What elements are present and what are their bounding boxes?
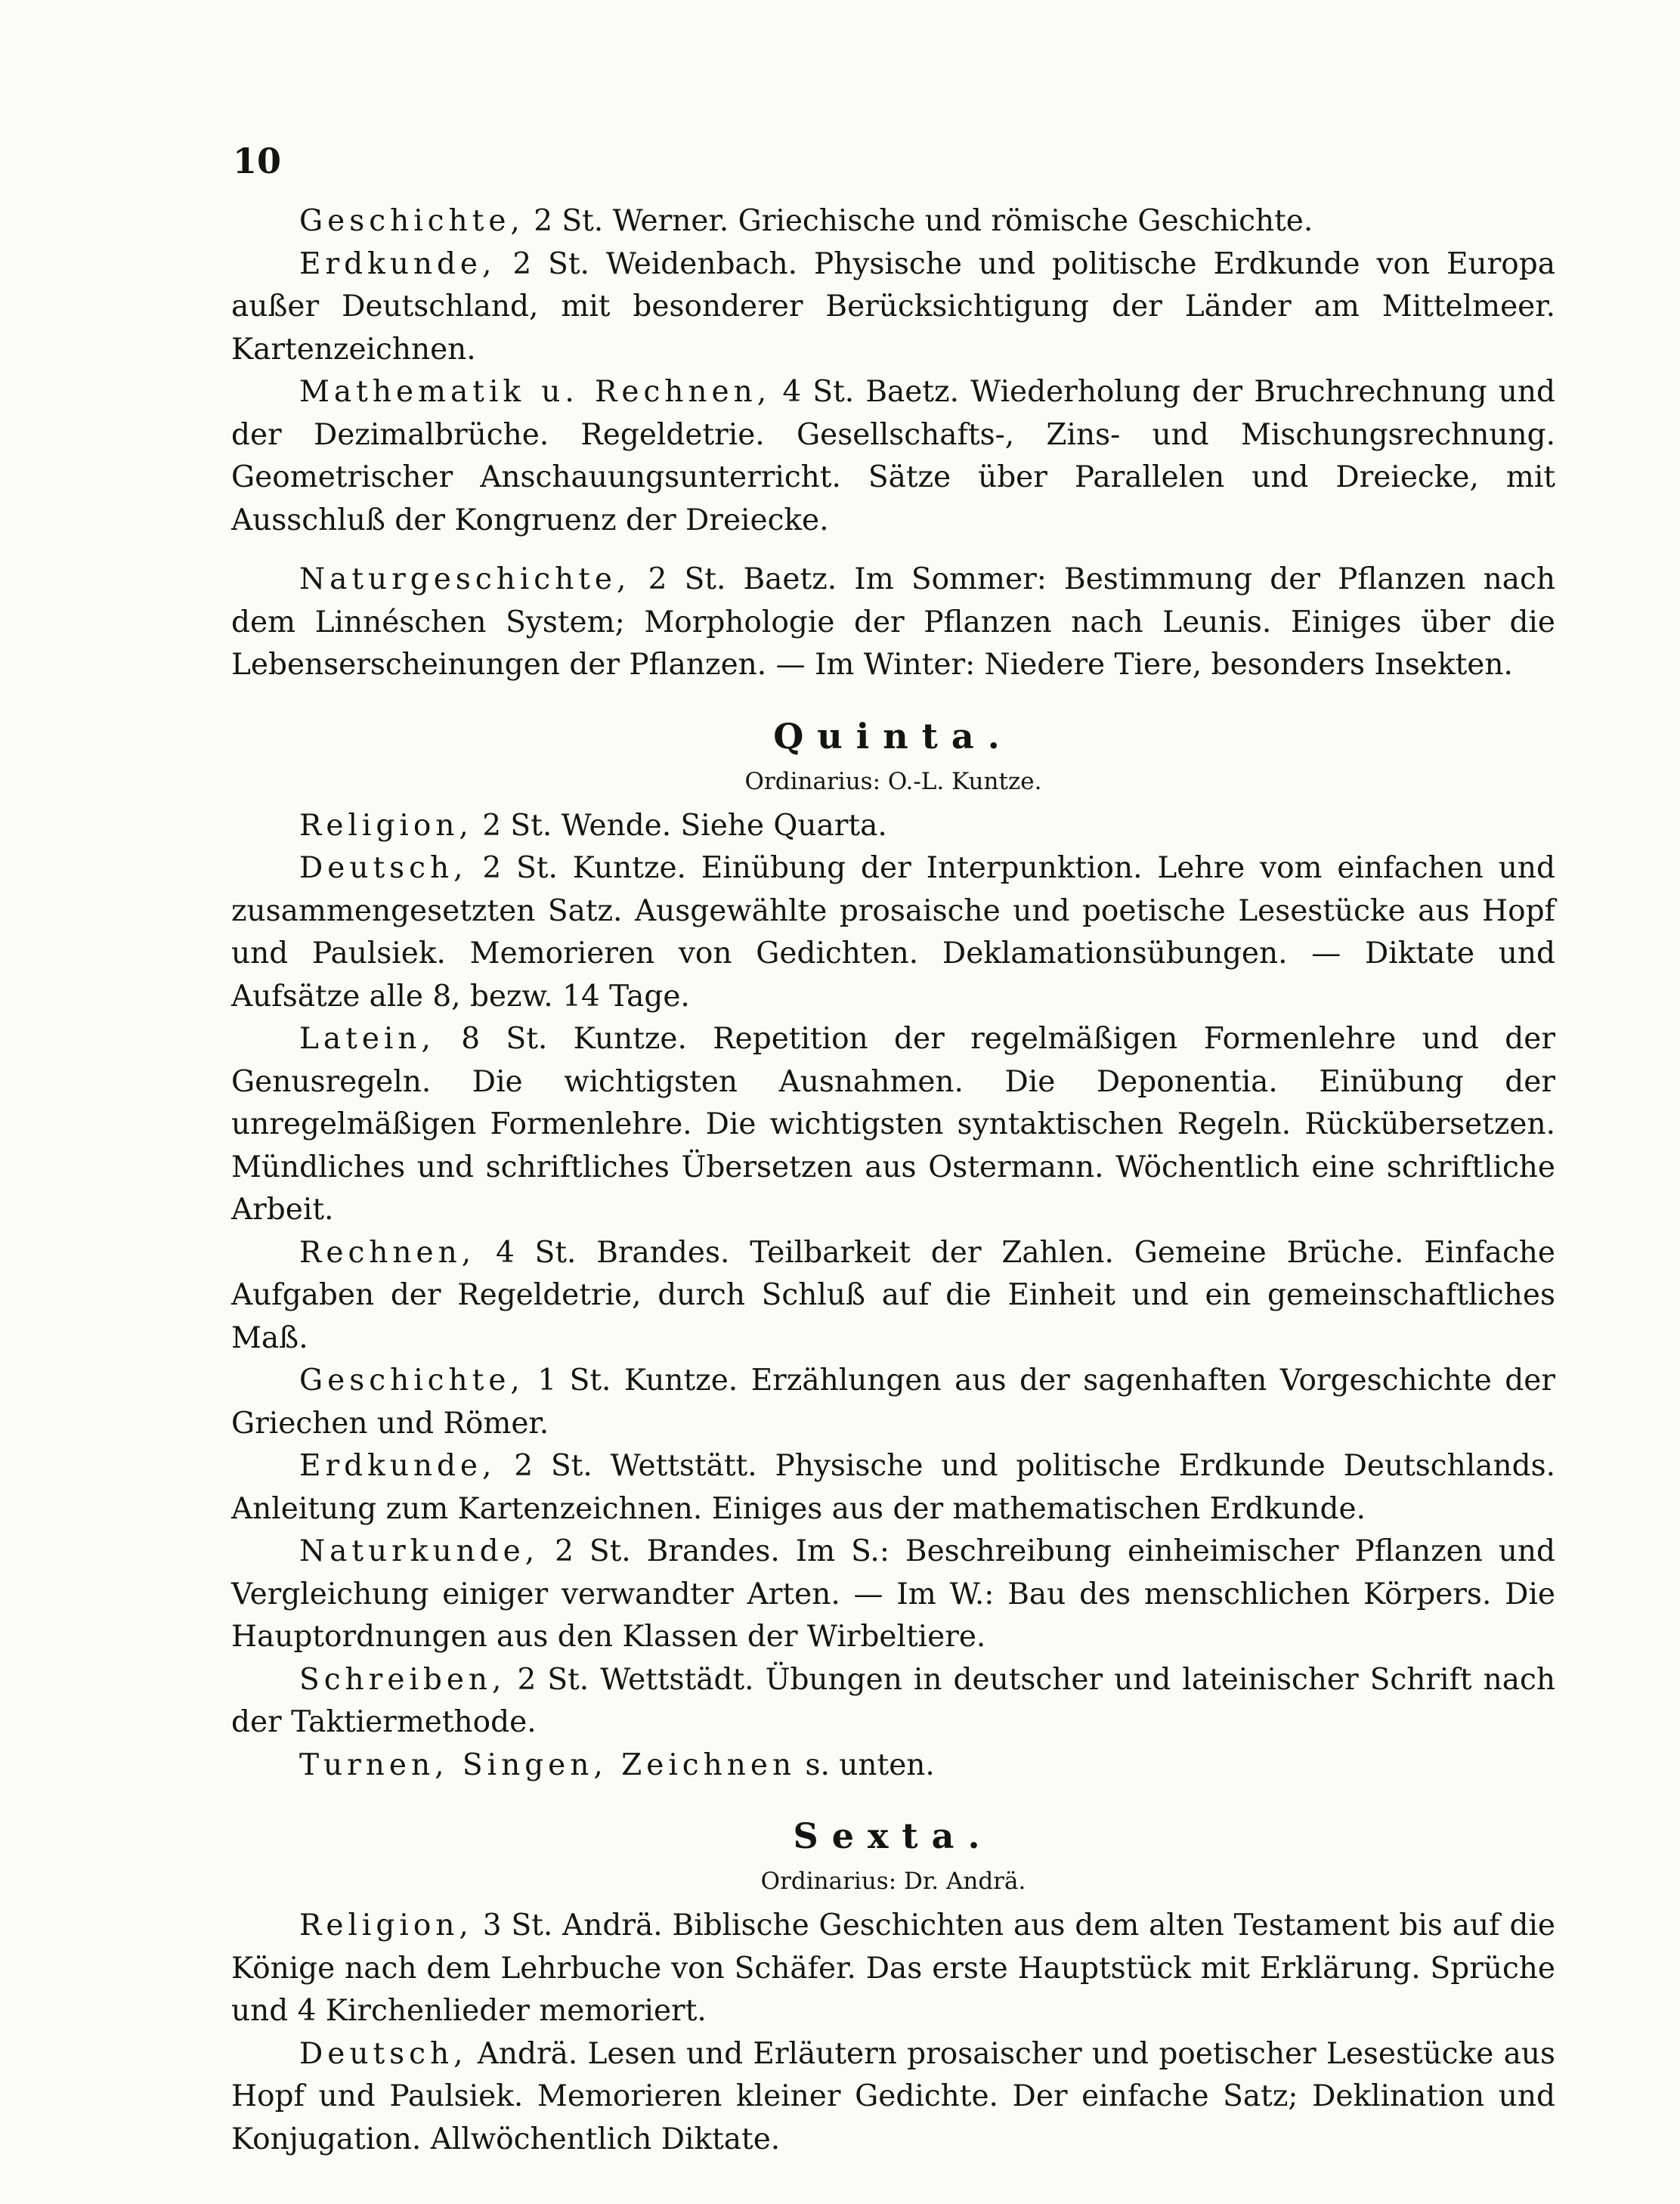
subject-description: s. unten. <box>796 1747 935 1782</box>
section-quinta <box>231 710 1555 1788</box>
subject-description: 4 St. Brandes. Teilbarkeit der Zahlen. Gemeine Brüche. Einfache Aufgaben der Regeldetrie, durch Schluß auf die Einheit und ein gemeinschaftliches Maß. <box>231 1235 1555 1355</box>
subject-name: Latein, <box>299 1022 435 1056</box>
subject-name: Deutsch, <box>299 851 468 885</box>
entry-religion <box>231 805 1555 848</box>
subject-description: 3 St. Andrä. Biblische Geschichten aus dem alten Testament bis auf die Könige nach dem Lehrbuche von Schäfer. Das erste Hauptstück mit Erklärung. Sprüche und 4 Kirchenlieder memoriert. <box>231 1908 1555 2028</box>
section-heading: Sexta. <box>793 1816 994 1856</box>
subject-description: 2 St. Werner. Griechische und römische Geschichte. <box>524 204 1313 238</box>
subject-name: Geschichte, <box>299 1364 524 1398</box>
subject-name: Mathematik u. Rechnen, <box>299 375 772 409</box>
subject-name: Naturgeschichte, <box>299 562 631 596</box>
page-body <box>231 200 1555 2161</box>
subject-name: Deutsch, <box>299 2036 468 2071</box>
subject-name: Rechnen, <box>299 1235 476 1270</box>
subject-description: 8 St. Kuntze. Repetition der regelmäßigen Formenlehre und der Genusregeln. Die wichtigsten Ausnahmen. Die Deponentia. Einübung der unregelmäßigen Formenlehre. Die wichtigsten syntaktischen Regeln. Rückübersetzen. Mündliches und schriftliches Übersetzen aus Ostermann. Wöchentlich eine schriftliche Arbeit. <box>231 1022 1555 1227</box>
subject-name: Schreiben, <box>299 1662 506 1697</box>
entry-deutsch <box>231 2033 1555 2162</box>
entry-schreiben <box>231 1659 1555 1744</box>
subject-name: Religion, <box>299 1908 473 1942</box>
page-number: 10 <box>233 141 282 181</box>
subject-description: 2 St. Wettstätt. Physische und politische Erdkunde Deutschlands. Anleitung zum Kartenzeichnen. Einiges aus der mathematischen Erdkunde. <box>231 1449 1555 1526</box>
section-heading: Quinta. <box>773 715 1013 757</box>
entry-religion <box>231 1905 1555 2033</box>
subject-name: Naturkunde, <box>299 1534 540 1568</box>
subject-name: Religion, <box>299 808 473 843</box>
subject-description: 2 St. Wettstädt. Übungen in deutscher und lateinischer Schrift nach der Taktiermethode. <box>231 1662 1555 1739</box>
entry-naturgeschichte <box>231 559 1555 687</box>
ordinarius-line: Ordinarius: O.-L. Kuntze. <box>744 767 1042 795</box>
subject-description: Andrä. Lesen und Erläutern prosaischer und poetischer Lesestücke aus Hopf und Paulsiek. Memorieren kleiner Gedichte. Der einfache Satz; Deklination und Konjugation. Allwöchentlich Diktate. <box>231 2036 1555 2156</box>
quarta-continuation <box>231 200 1555 687</box>
subject-description: 4 St. Baetz. Wiederholung der Bruchrechnung und der Dezimalbrüche. Regeldetrie. Gesellschafts-, Zins- und Mischungsrechnung. Geometrischer Anschauungsunterricht. Sätze über Parallelen und Dreiecke, mit Ausschluß der Kongruenz der Dreiecke. <box>231 375 1555 537</box>
entry-geschichte <box>231 200 1555 243</box>
entry-geschichte <box>231 1360 1555 1445</box>
subject-name: Turnen, Singen, Zeichnen <box>299 1747 797 1782</box>
subject-description: 2 St. Baetz. Im Sommer: Bestimmung der Pflanzen nach dem Linnéschen System; Morphologie der Pflanzen nach Leunis. Einiges über die Lebenserscheinungen der Pflanzen. — Im Winter: Niedere Tiere, besonders Insekten. <box>231 562 1555 682</box>
subject-description: 2 St. Kuntze. Einübung der Interpunktion. Lehre vom einfachen und zusammengesetzten Satz. Ausgewählte prosaische und poetische Lesestücke aus Hopf und Paulsiek. Memorieren von Gedichten. Deklamationsübungen. — Diktate und Aufsätze alle 8, bezw. 14 Tage. <box>231 851 1555 1014</box>
subject-name: Erdkunde, <box>299 1449 497 1483</box>
entry-naturkunde <box>231 1531 1555 1659</box>
subject-description: 2 St. Brandes. Im S.: Beschreibung einheimischer Pflanzen und Vergleichung einiger verwandter Arten. — Im W.: Bau des menschlichen Körpers. Die Hauptordnungen aus den Klassen der Wirbeltiere. <box>231 1534 1555 1654</box>
subject-description: 1 St. Kuntze. Erzählungen aus der sagenhaften Vorgeschichte der Griechen und Römer. <box>231 1364 1555 1441</box>
entry-erdkunde <box>231 243 1555 372</box>
subject-description: 2 St. Wende. Siehe Quarta. <box>472 808 887 843</box>
subject-description: 2 St. Weidenbach. Physische und politische Erdkunde von Europa außer Deutschland, mit besonderer Berücksichtigung der Länder am Mittelmeer. Kartenzeichnen. <box>231 246 1555 367</box>
entry-turnen-singen-zeichnen <box>231 1744 1555 1788</box>
section-sexta <box>231 1809 1555 2161</box>
subject-name: Erdkunde, <box>299 246 497 281</box>
subject-name: Geschichte, <box>299 204 524 238</box>
ordinarius-line: Ordinarius: Dr. Andrä. <box>760 1868 1026 1895</box>
entry-rechnen <box>231 1232 1555 1360</box>
entry-erdkunde <box>231 1445 1555 1531</box>
entry-mathematik <box>231 371 1555 542</box>
entry-latein <box>231 1018 1555 1232</box>
entry-deutsch <box>231 847 1555 1018</box>
